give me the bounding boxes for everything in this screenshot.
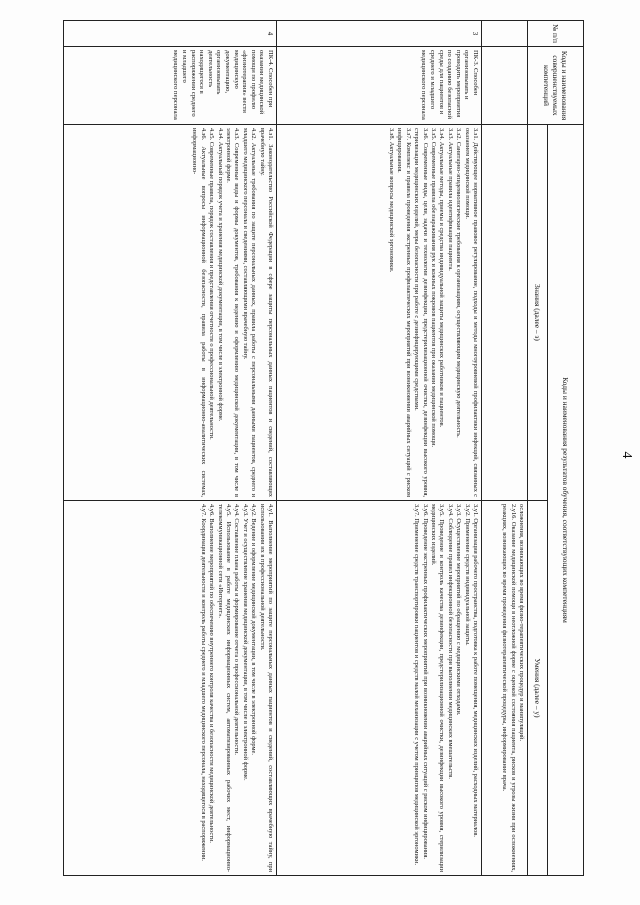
- header-results: Коды и наименования результатов обучения, соответствующих компетенциям: [548, 125, 584, 876]
- skill-item: 4.у6. Выполнение мероприятий по обеспечению внутреннего контроля качества и безопасности медицинской деятельности.: [208, 504, 216, 844]
- competence-table: [63, 20, 584, 876]
- skills-cell: [482, 501, 528, 876]
- knowledge-item: 3.з8. Актуальные вопросы медицинской эргономики.: [387, 128, 395, 273]
- knowledge-item: 3.з1. Действующее нормативное правовое регулирование, подходы и методы многоуровневой профилактики инфекций, связанных с оказанием медицинской помощи.: [463, 128, 479, 497]
- skill-item: 4.у1. Выполнение мероприятий по защите персональных данных пациентов и сведений, составляющих врачебную тайну, при использовании их в профессиональной деятельности.: [258, 504, 274, 873]
- knowledge-cell: [482, 125, 528, 501]
- competence-cell: ПК-3. Способен организовывать и проводить мероприятия по созданию безопасной среды для пациентов и среднего и младшего медицинского персонала: [277, 47, 482, 125]
- header-knowledge: Знания (далее – з): [528, 125, 548, 501]
- row-number: [482, 21, 528, 47]
- skills-cell: [64, 501, 277, 876]
- knowledge-item: 3.з6. Современные виды, цели, задачи и технологии дезинфекции, предстерилизационной очистки, дезинфекции высокого уровня, стерилизации медицинских изделий, меры безопасности при работе с дезинфицирующими средствами.: [413, 128, 429, 497]
- competence-cell: ПК-4. Способен при оказании медицинской помощи по профилю «физиотерапия» вести медицинскую документацию, организовывать деятельность находящегося в распоряжении среднего и младшего медицинского персонала: [64, 47, 277, 125]
- knowledge-item: 4.з1. Законодательство Российской Федерации в сфере защиты персональных данных пациентов и сведений, составляющих врачебную тайну.: [258, 128, 274, 497]
- skill-item: 4.у7. Координация деятельности и контроль работы среднего и младшего медицинского персонала, находящегося в распоряжении.: [199, 504, 207, 862]
- skill-item: 3.у3. Осуществление мероприятий по обращению с медицинскими отходами.: [455, 504, 463, 716]
- skill-item: 3.у6. Проведение экстренных профилактических мероприятий при возникновении аварийных ситуаций с риском инфицирования.: [421, 504, 429, 859]
- knowledge-cell: [64, 125, 277, 501]
- skill-item: 3.у7. Применение средств транспортировки пациентов и средств малой механизации с учетом принципов медицинской эргономики.: [413, 504, 421, 866]
- table-row: [277, 21, 482, 876]
- skill-item: 3.у5. Проведение и контроль качества дезинфекции, предстерилизационной очистки, дезинфекции высокого уровня, стерилизации медицинских изделий.: [429, 504, 446, 873]
- skill-item: 2.у16. Оказание медицинской помощи в неотложной форме с оценкой состояния пациента, рисков и угрозы жизни при осложнениях, реакциях, возникающих во время проведения физиотерапевтической процедуры, информирование врача.: [501, 504, 517, 873]
- header-codes: Коды и наименования совершенствуемых компетенций: [528, 47, 584, 125]
- skill-item: 4.у3. Учет и осуществление хранения медицинской документации, в том числе в электронной форме.: [241, 504, 249, 781]
- knowledge-item: 3.з3. Актуальные правила идентификации пациента.: [446, 128, 454, 271]
- knowledge-item: 4.з6. Актуальные вопросы информационной безопасности, правила работы в информационно-аналитических системах, информационно-: [191, 128, 207, 497]
- skill-item: 3.у1. Организация рабочего пространства, подготовка к работе помещения, медицинских изделий, расходных материалов.: [472, 504, 479, 837]
- skill-item: 3.у2. Применение средств индивидуальной защиты.: [463, 504, 471, 646]
- knowledge-item: 4.з4. Актуальный порядок учета и хранения медицинской документации, в том числе в электронной форме.: [216, 128, 224, 422]
- header-skills: Умения (далее – у): [528, 501, 548, 876]
- knowledge-item: 3.з5. Современные правила обеззараживания рук и кожных покровов пациентов при оказании медицинской помощи.: [429, 128, 437, 448]
- row-number: 4: [64, 21, 277, 47]
- skills-cell: [277, 501, 482, 876]
- knowledge-item: 3.з4. Актуальные методы, приемы и средства индивидуальной защиты медицинских работников и пациентов.: [438, 128, 446, 428]
- skill-item: 4.у5. Использование в работе медицинских информационных систем, автоматизированных рабочих мест, информационно-телекоммуникационной сети «Интернет».: [216, 504, 232, 873]
- knowledge-item: 3.з7. Комплекс и правила проведения экстренных профилактических мероприятий при возникновении аварийных ситуаций с риском инфицирования.: [396, 128, 412, 497]
- knowledge-item: 4.з5. Современные правила, порядок составления и представления отчетности о профессиональной деятельности.: [208, 128, 216, 440]
- skill-item: 3.у4. Соблюдение правил инфекционной безопасности при выполнении медицинских вмешательств.: [446, 504, 454, 779]
- table-row: [482, 21, 528, 876]
- row-number: 3: [277, 21, 482, 47]
- competence-cell: [482, 47, 528, 125]
- skill-item: 4.у2. Ведение и оформление медицинской документации, в том числе в электронной форме.: [250, 504, 258, 755]
- page-number: 4: [619, 451, 634, 459]
- skill-item: осложнения, возникающих во время физио-терапевтических процедур и манипуляций.: [518, 504, 525, 742]
- skill-item: 4.у4. Составление плана работы и формирование отчета о профессиональной деятельности.: [233, 504, 241, 756]
- knowledge-item: 4.з3. Современные виды и формы документов, требования к ведению и оформлению медицинской документации, в том числе в электронной форме.: [224, 128, 241, 497]
- table-row: [64, 21, 277, 876]
- knowledge-item: 3.з2. Санитарно-эпидемиологические требования к организациям, осуществляющим медицинскую деятельность.: [455, 128, 463, 438]
- header-num: № п/п: [528, 21, 584, 47]
- knowledge-cell: [277, 125, 482, 501]
- knowledge-item: 4.з2. Актуальные требования по защите персональных данных, правила работы с персональными данными пациентов, среднего и младшего медицинского персонала и сведениями, составляющими врачебную тайну.: [241, 128, 258, 497]
